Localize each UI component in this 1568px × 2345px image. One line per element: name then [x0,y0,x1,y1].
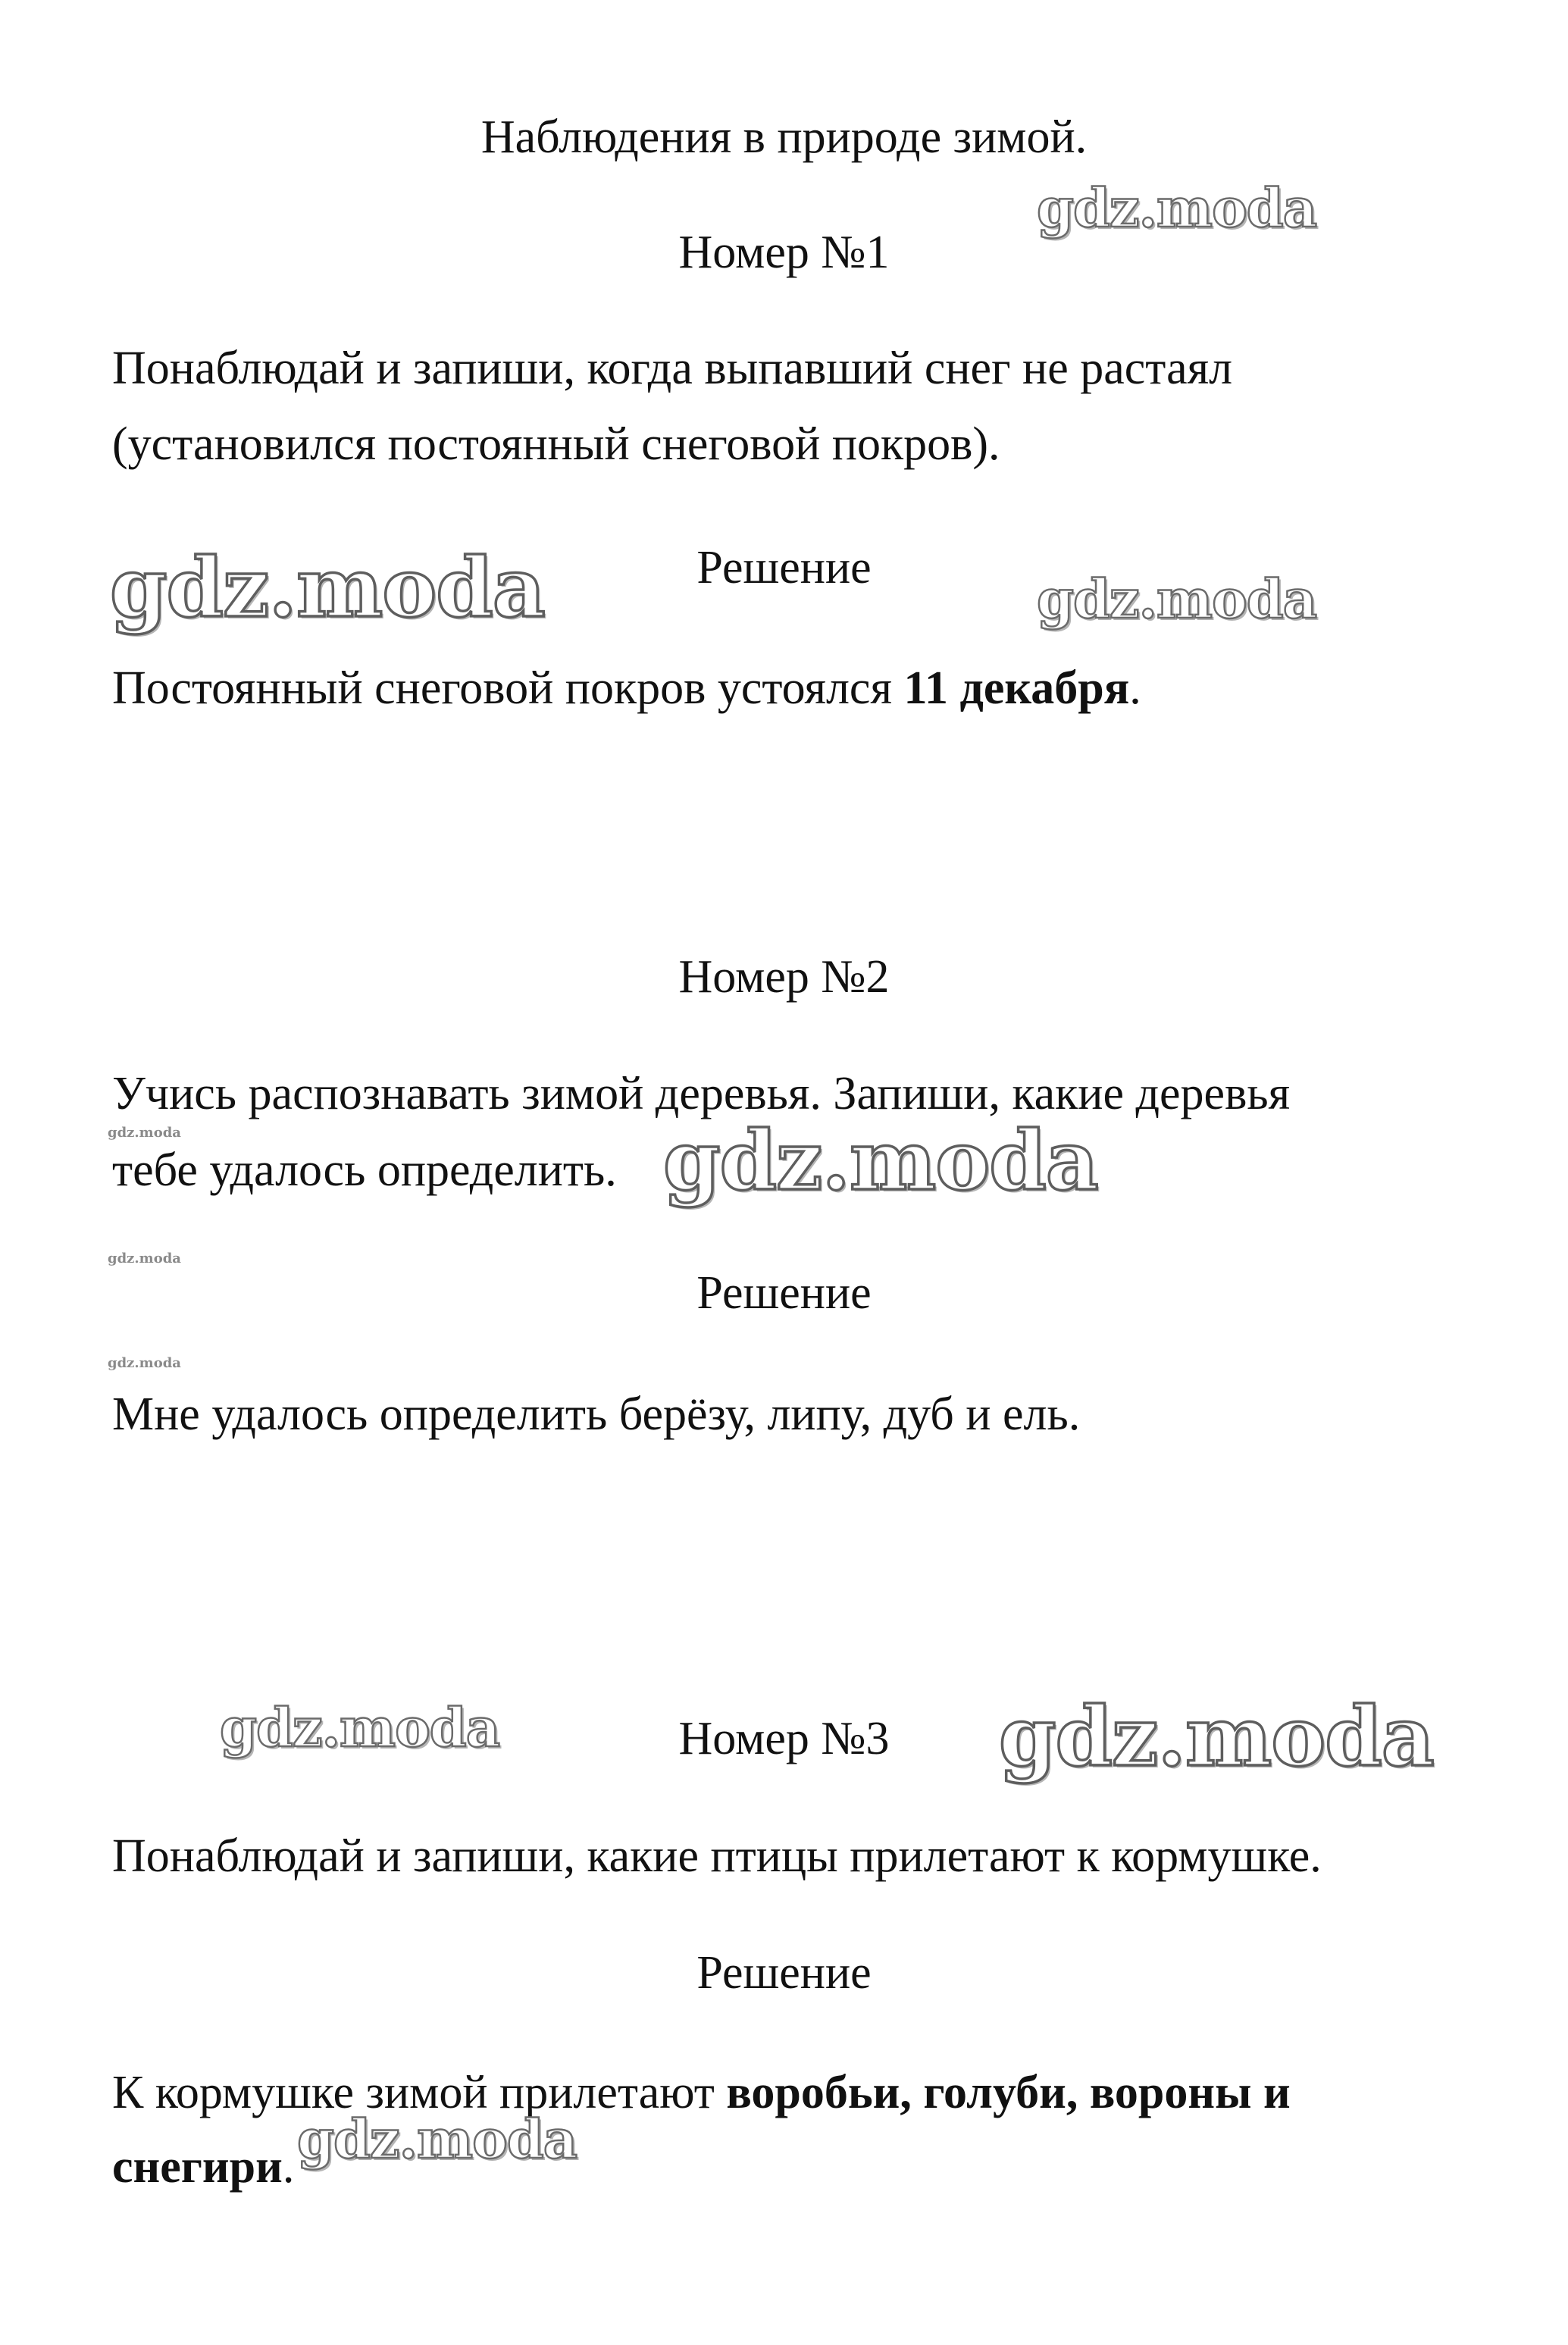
watermark: gdz.moda [297,2108,577,2171]
task-1-answer-end: . [1129,662,1141,714]
task-1-answer [112,662,1141,714]
watermark: gdz.moda [108,1251,181,1266]
task-2-heading: Номер №2 [678,951,890,1003]
task-2-question-line-1: Учись распознавать зимой деревья. Запиши, какие деревья [112,1068,1291,1119]
task-1-question-line-1: Понаблюдай и запиши, когда выпавший снег не растаял [112,343,1233,394]
task-1-question-line-2: (установился постоянный снеговой покров). [112,418,1000,470]
watermark: gdz.moda [663,1113,1098,1209]
task-3-answer [112,2055,1476,2204]
watermark: gdz.moda [220,1696,500,1759]
page-title: Наблюдения в природе зимой. [480,111,1088,163]
task-2-answer-text: Мне удалось определить берёзу, липу, дуб и ель. [112,1389,1081,1440]
task-1-heading: Номер №1 [678,227,890,278]
task-3-answer-bold: воробьи, голуби, вороны и снегири [112,2067,1291,2193]
watermark: gdz.moda [999,1689,1434,1785]
watermark: gdz.moda [108,1125,181,1141]
watermark: gdz.moda [1037,177,1317,240]
task-1-answer-text: Постоянный снеговой покров устоялся [112,662,904,714]
task-2-question-line-2: тебе удалось определить. [112,1144,617,1196]
watermark: gdz.moda [1037,568,1317,631]
watermark: gdz.moda [108,1355,181,1371]
task-3-heading: Номер №3 [678,1713,890,1764]
watermark: gdz.moda [110,540,545,636]
task-2-answer [112,1391,1080,1438]
task-2-solution-label: Решение [696,1267,872,1319]
task-3-solution-label: Решение [696,1947,872,1999]
task-3-answer-text: К кормушке зимой прилетают [112,2067,727,2118]
task-1-solution-label: Решение [696,542,872,593]
task-1-answer-bold: 11 декабря [903,662,1130,714]
task-3-answer-end: . [282,2141,295,2193]
task-3-question-line-1: Понаблюдай и запиши, какие птицы прилетают к кормушке. [112,1830,1322,1882]
